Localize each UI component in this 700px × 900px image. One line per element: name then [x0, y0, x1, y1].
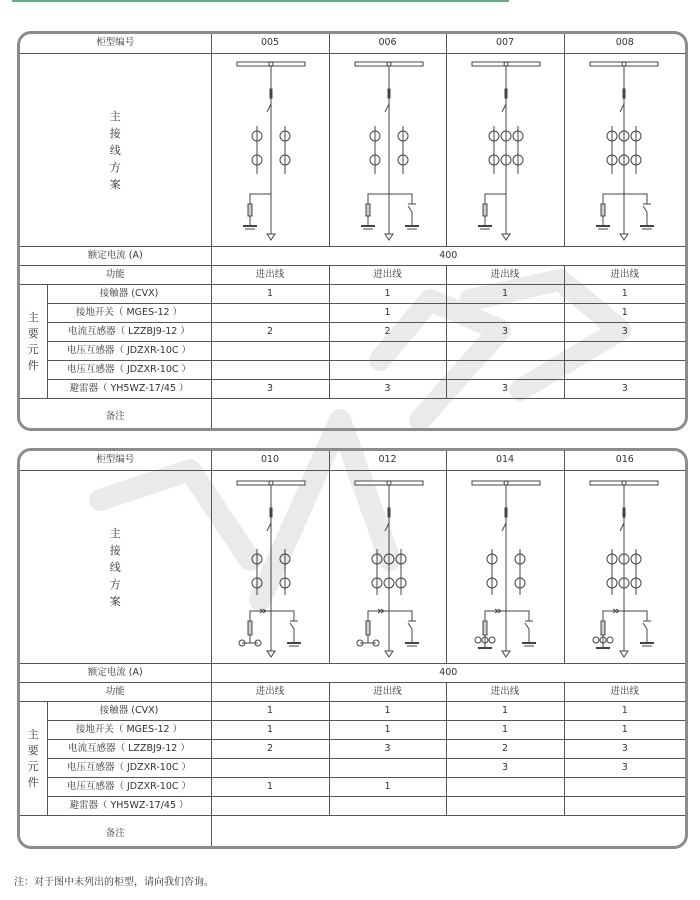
component-value: 3 [564, 380, 685, 399]
component-label: 电压互感器（ JDZXR-10C ） [47, 778, 211, 797]
component-value: 1 [329, 721, 446, 740]
component-value [564, 797, 685, 816]
cabinet-no-label: 柜型编号 [20, 451, 211, 471]
function-value: 进出线 [564, 266, 685, 285]
component-value: 1 [446, 702, 564, 721]
remarks-value [211, 816, 685, 850]
single-line-diagram-010 [211, 471, 329, 664]
component-label: 电流互感器（ LZZBJ9-12 ） [47, 740, 211, 759]
cabinet-code: 016 [564, 451, 685, 471]
component-value: 1 [564, 721, 685, 740]
component-value: 3 [564, 323, 685, 342]
component-value [329, 797, 446, 816]
cabinet-code: 007 [446, 34, 564, 54]
component-value: 3 [446, 759, 564, 778]
component-value: 1 [564, 304, 685, 323]
component-value: 1 [211, 285, 329, 304]
component-value [446, 778, 564, 797]
component-value [211, 797, 329, 816]
component-value [446, 304, 564, 323]
component-value: 2 [329, 323, 446, 342]
component-label: 避雷器（ YH5WZ-17/45 ） [47, 797, 211, 816]
component-label: 避雷器（ YH5WZ-17/45 ） [47, 380, 211, 399]
function-value: 进出线 [329, 683, 446, 702]
main-components-label: 主 要 元 件 [20, 285, 47, 399]
remarks-value [211, 399, 685, 432]
cabinet-code: 014 [446, 451, 564, 471]
single-line-diagram-012 [329, 471, 446, 664]
main-components-label: 主 要 元 件 [20, 702, 47, 816]
component-value: 1 [211, 721, 329, 740]
component-label: 接地开关（ MGES-12 ） [47, 721, 211, 740]
cabinet-code: 006 [329, 34, 446, 54]
component-label: 接触器 (CVX) [47, 285, 211, 304]
component-label: 接触器 (CVX) [47, 702, 211, 721]
component-value [446, 797, 564, 816]
scheme-table-2 [17, 448, 688, 849]
component-value [329, 361, 446, 380]
cabinet-code: 005 [211, 34, 329, 54]
cabinet-code: 012 [329, 451, 446, 471]
component-value: 3 [564, 759, 685, 778]
function-value: 进出线 [329, 266, 446, 285]
scheme-label: 主 接 线 方 案 [20, 54, 211, 247]
component-value: 3 [564, 740, 685, 759]
component-value: 2 [211, 740, 329, 759]
component-value: 1 [446, 721, 564, 740]
cabinet-code: 008 [564, 34, 685, 54]
component-value: 3 [329, 740, 446, 759]
footnote: 注：对于图中未列出的柜型，请向我们咨询。 [14, 877, 214, 888]
component-value [211, 759, 329, 778]
single-line-diagram-005 [211, 54, 329, 247]
component-label: 接地开关（ MGES-12 ） [47, 304, 211, 323]
rated-current-value: 400 [211, 247, 685, 266]
scheme-label: 主 接 线 方 案 [20, 471, 211, 664]
component-value: 3 [329, 380, 446, 399]
rated-current-value: 400 [211, 664, 685, 683]
cabinet-code: 010 [211, 451, 329, 471]
function-value: 进出线 [446, 683, 564, 702]
function-value: 进出线 [211, 266, 329, 285]
function-value: 进出线 [564, 683, 685, 702]
function-value: 进出线 [446, 266, 564, 285]
component-value [564, 361, 685, 380]
single-line-diagram-014 [446, 471, 564, 664]
component-label: 电压互感器（ JDZXR-10C ） [47, 759, 211, 778]
remarks-label: 备注 [20, 816, 211, 850]
remarks-label: 备注 [20, 399, 211, 432]
component-value: 1 [329, 778, 446, 797]
header-accent-line [12, 0, 509, 2]
component-label: 电压互感器（ JDZXR-10C ） [47, 342, 211, 361]
component-value: 1 [329, 304, 446, 323]
component-value: 1 [329, 702, 446, 721]
component-value: 3 [211, 380, 329, 399]
rated-current-label: 额定电流 (A) [20, 247, 211, 266]
component-value: 2 [211, 323, 329, 342]
component-value: 1 [446, 285, 564, 304]
component-value: 1 [211, 778, 329, 797]
component-value: 1 [211, 702, 329, 721]
component-value: 2 [446, 740, 564, 759]
component-value [329, 342, 446, 361]
component-value: 3 [446, 323, 564, 342]
single-line-diagram-007 [446, 54, 564, 247]
component-value [564, 342, 685, 361]
component-value [446, 361, 564, 380]
component-value: 3 [446, 380, 564, 399]
scheme-table-1 [17, 31, 688, 431]
component-value [211, 342, 329, 361]
component-label: 电流互感器（ LZZBJ9-12 ） [47, 323, 211, 342]
rated-current-label: 额定电流 (A) [20, 664, 211, 683]
function-value: 进出线 [211, 683, 329, 702]
component-value: 1 [329, 285, 446, 304]
component-value: 1 [564, 285, 685, 304]
function-label: 功能 [20, 683, 211, 702]
component-value [564, 778, 685, 797]
single-line-diagram-008 [564, 54, 685, 247]
function-label: 功能 [20, 266, 211, 285]
component-value [211, 304, 329, 323]
component-value [446, 342, 564, 361]
cabinet-no-label: 柜型编号 [20, 34, 211, 54]
component-label: 电压互感器（ JDZXR-10C ） [47, 361, 211, 380]
component-value [329, 759, 446, 778]
single-line-diagram-016 [564, 471, 685, 664]
single-line-diagram-006 [329, 54, 446, 247]
component-value: 1 [564, 702, 685, 721]
component-value [211, 361, 329, 380]
